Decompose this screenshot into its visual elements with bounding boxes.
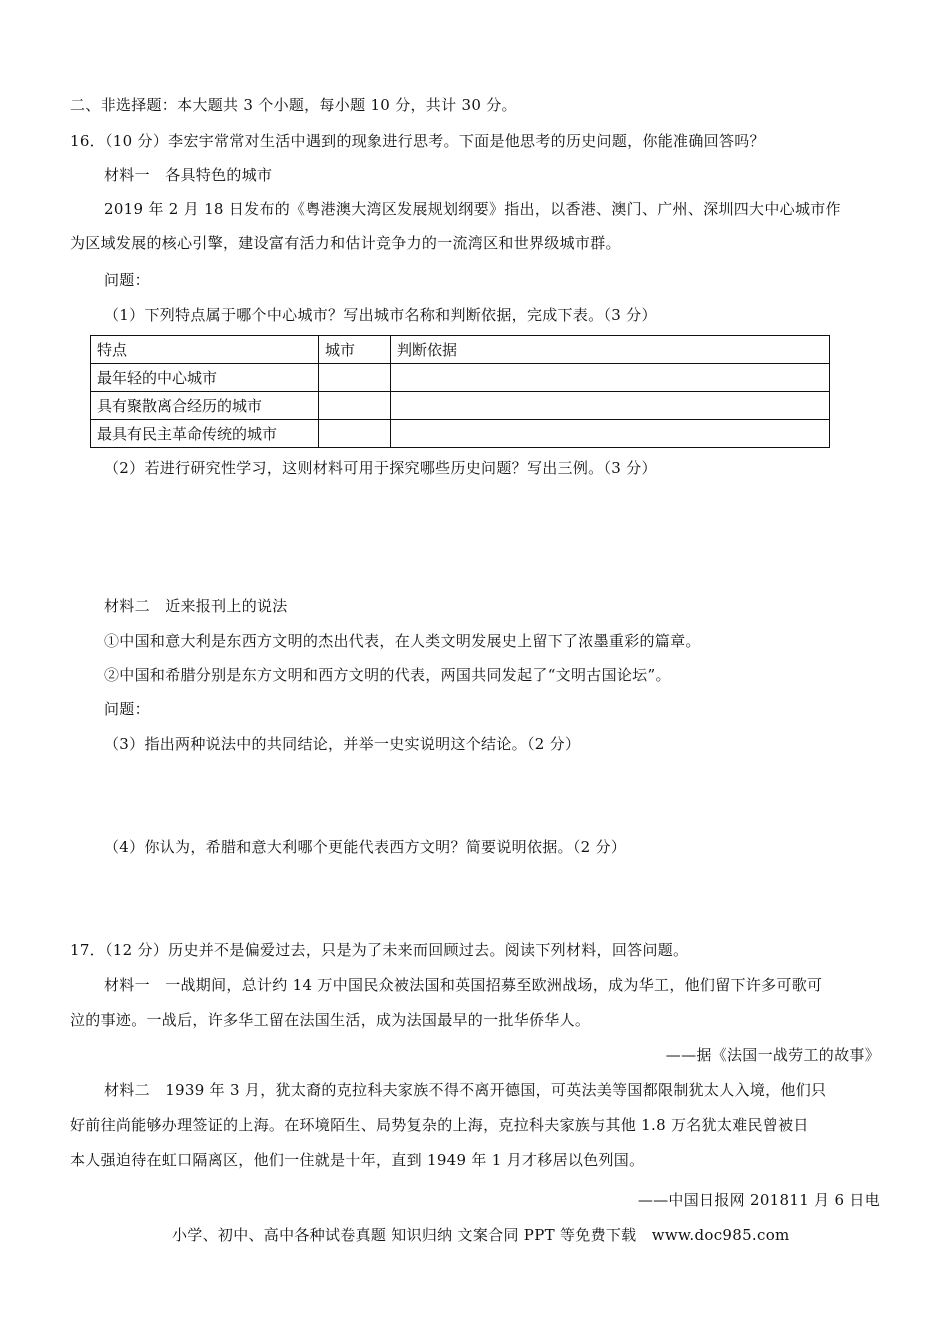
q16-question-label-2: 问题： xyxy=(104,700,150,718)
q17-material2-line1: 材料二 1939 年 3 月，犹太裔的克拉科夫家族不得不离开德国，可英法美等国都限制犹太人入境，他们只 xyxy=(104,1081,827,1099)
q16-q4: （4）你认为，希腊和意大利哪个更能代表西方文明？简要说明依据。（2 分） xyxy=(104,838,627,856)
table-row xyxy=(91,420,830,448)
table-header-row xyxy=(91,336,830,364)
q16-material1-line2: 为区域发展的核心引擎，建设富有活力和估计竞争力的一流湾区和世界级城市群。 xyxy=(70,234,621,252)
section-header: 二、非选择题：本大题共 3 个小题，每小题 10 分，共计 30 分。 xyxy=(70,96,517,114)
table-header-cell: 特点 xyxy=(91,336,319,364)
table-header-cell: 判断依据 xyxy=(391,336,830,364)
q16-material2-title: 材料二 近来报刊上的说法 xyxy=(104,597,288,615)
q16-material2-item2: ②中国和希腊分别是东方文明和西方文明的代表，两国共同发起了“文明古国论坛”。 xyxy=(104,666,671,684)
q17-material2-source: ——中国日报网 201811 月 6 日电 xyxy=(637,1191,880,1209)
table-cell xyxy=(391,392,830,420)
q16-q3: （3）指出两种说法中的共同结论，并举一史实说明这个结论。（2 分） xyxy=(104,735,581,753)
answer-table xyxy=(90,335,830,448)
table-cell xyxy=(319,392,391,420)
table-cell xyxy=(319,364,391,392)
q17-material1-line2: 泣的事迹。一战后，许多华工留在法国生活，成为法国最早的一批华侨华人。 xyxy=(70,1011,591,1029)
q16-material2-item1: ①中国和意大利是东西方文明的杰出代表，在人类文明发展史上留下了浓墨重彩的篇章。 xyxy=(104,632,701,650)
table-cell xyxy=(319,420,391,448)
q17-material2-line3: 本人强迫待在虹口隔离区，他们一住就是十年，直到 1949 年 1 月才移居以色列国。 xyxy=(70,1151,645,1169)
q16-q1: （1）下列特点属于哪个中心城市？写出城市名称和判断依据，完成下表。（3 分） xyxy=(104,306,657,324)
table-row xyxy=(91,364,830,392)
q17-material1-line1: 材料一 一战期间，总计约 14 万中国民众被法国和英国招募至欧洲战场，成为华工，他们留下许多可歌可 xyxy=(104,976,823,994)
table-cell xyxy=(391,420,830,448)
table-cell xyxy=(391,364,830,392)
page-footer: 小学、初中、高中各种试卷真题 知识归纳 文案合同 PPT 等免费下载 www.doc985.com xyxy=(172,1226,790,1244)
q16-question-label-1: 问题： xyxy=(104,271,150,289)
q16-q2: （2）若进行研究性学习，这则材料可用于探究哪些历史问题？写出三例。（3 分） xyxy=(104,459,657,477)
q16-material1-title: 材料一 各具特色的城市 xyxy=(104,166,273,184)
table-cell: 最具有民主革命传统的城市 xyxy=(91,420,319,448)
table-header-cell: 城市 xyxy=(319,336,391,364)
q17-material1-source: ——据《法国一战劳工的故事》 xyxy=(665,1046,880,1064)
q16-stem: 16．（10 分）李宏宇常常对生活中遇到的现象进行思考。下面是他思考的历史问题，你能准确回答吗？ xyxy=(70,132,765,150)
table-row xyxy=(91,392,830,420)
q17-material2-line2: 好前往尚能够办理签证的上海。在环境陌生、局势复杂的上海，克拉科夫家族与其他 1.8 万名犹太难民曾被日 xyxy=(70,1116,809,1134)
q17-stem: 17．（12 分）历史并不是偏爱过去，只是为了未来而回顾过去。阅读下列材料，回答问题。 xyxy=(70,941,689,959)
table-cell: 最年轻的中心城市 xyxy=(91,364,319,392)
table-cell: 具有聚散离合经历的城市 xyxy=(91,392,319,420)
q16-material1-line1: 2019 年 2 月 18 日发布的《粤港澳大湾区发展规划纲要》指出，以香港、澳门、广州、深圳四大中心城市作 xyxy=(104,200,841,218)
